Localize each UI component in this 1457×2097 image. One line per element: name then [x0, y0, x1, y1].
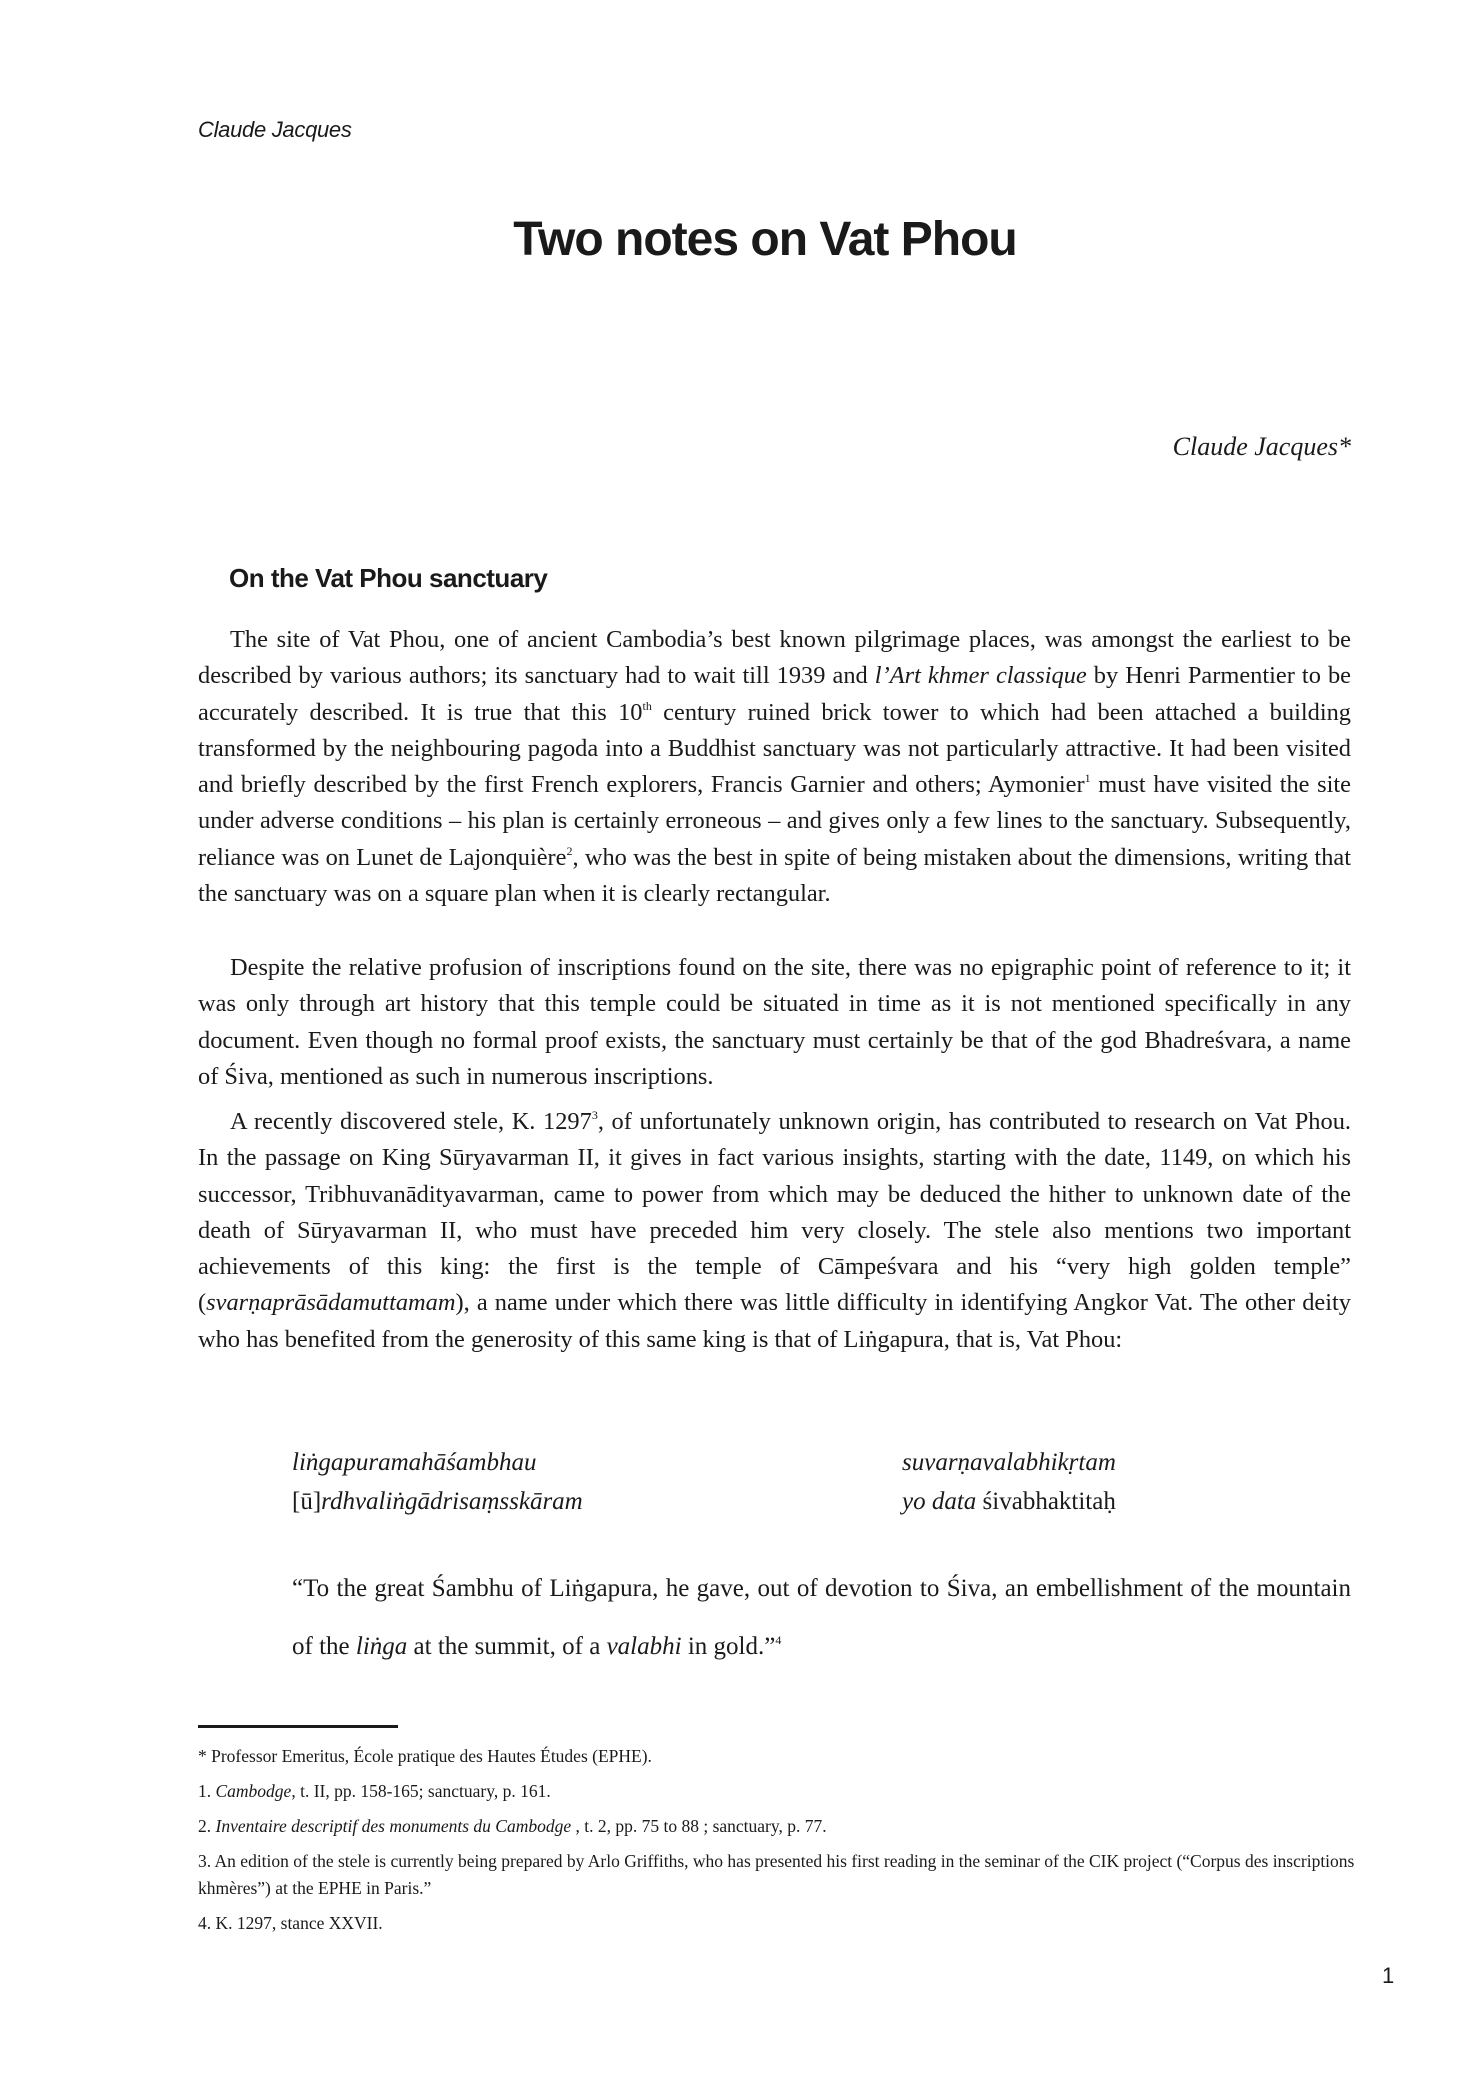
text-run: by Henri Parmentier to be accurately described. It is true that this 10	[198, 662, 1351, 726]
verse-line-roman: śivabhaktitaḥ	[976, 1488, 1116, 1515]
footnote-4: 4. K. 1297, stance XXVII.	[198, 1913, 383, 1933]
verse-line: yo data	[902, 1488, 977, 1515]
verse-line: suvarṇavalabhikṛtam	[902, 1449, 1116, 1476]
text-run: , who was the best in spite of being mistaken about the dimensions, writing that the sanctuary was on a square plan when it is clearly rectangular.	[198, 843, 1352, 908]
paragraph-3	[198, 1104, 1351, 1364]
text-run: at the summit, of a	[407, 1633, 607, 1660]
verse-line: liṅgapuramahāśambhau	[292, 1449, 537, 1476]
footnote-2	[198, 1813, 1358, 1840]
footnote-number: 2.	[198, 1816, 216, 1836]
running-head: Claude Jacques	[198, 117, 352, 142]
verse-left-column	[292, 1443, 583, 1521]
paragraph-text: Despite the relative profusion of inscriptions found on the site, there was no epigraphic point of reference to it; it was only through art history that this temple could be situated in time as it is not mentioned specifically in any document. Even though no formal proof exists, the sanctuary must certainly be that of the god Bhadreśvara, a name of Śiva, mentioned as such in numerous inscriptions.	[198, 954, 1351, 1090]
sanskrit-term: svarṇaprāsādamuttamam	[206, 1289, 456, 1317]
author-byline: Claude Jacques*	[1172, 432, 1351, 461]
sanskrit-term: liṅga	[355, 1633, 408, 1660]
footnote-star: * Professor Emeritus, École pratique des Hautes Études (EPHE).	[198, 1746, 652, 1766]
text-run: A recently discovered stele, K. 1297	[230, 1108, 592, 1135]
book-title: l’Art khmer classique	[874, 662, 1087, 690]
text-run: century ruined brick tower to which had been attached a building transformed by the neighbouring pagoda into a Buddhist sanctuary was not particularly attractive. It had been visited and briefly described by the first French explorers, Francis Garnier and others; Aymonier	[198, 698, 1351, 799]
text-run: ), a name under which there was little difficulty in identifying Angkor Vat. The other deity who has benefited from the generosity of this same king is that of Liṅgapura, that is, Vat Phou:	[198, 1289, 1351, 1353]
footnote-ref-2[interactable]: 2	[566, 843, 573, 858]
sanskrit-term: valabhi	[606, 1633, 682, 1660]
cited-title: Inventaire descriptif des monuments du Cambodge	[215, 1816, 572, 1836]
page-number: 1	[1382, 1963, 1395, 1988]
text-run: in gold.”	[681, 1633, 776, 1660]
text-run: , of unfortunately unknown origin, has contributed to research on Vat Phou. In the passage on King Sūryavarman II, it gives in fact various insights, starting with the date, 1149, on which his successor, Tribhuvanādityavarman, came to power from which may be deduced the hither to unknown date of the death of Sūryavarman II, who must have preceded him very closely. The stele also mentions two important achievements of this king: the first is the temple of Cāmpeśvara and his “very high golden temple” (	[198, 1108, 1351, 1317]
section-heading: On the Vat Phou sanctuary	[229, 563, 548, 593]
footnote-1	[198, 1778, 1358, 1805]
article-title: Two notes on Vat Phou	[513, 213, 1017, 266]
footnote-ref-4[interactable]: 4	[775, 1633, 782, 1647]
footnote-3: 3. An edition of the stele is currently being prepared by Arlo Griffiths, who has presented his first reading in the seminar of the CIK project (“Corpus des inscriptions khmères”) at the EPHE in Paris.”	[198, 1851, 1355, 1898]
paragraph-2	[198, 950, 1351, 1101]
footnotes	[198, 1743, 1358, 1945]
footnote-text: , t. II, pp. 158-165; sanctuary, p. 161.	[291, 1781, 551, 1801]
cited-title: Cambodge	[215, 1781, 292, 1801]
verse-line-prefix: [ū]	[292, 1488, 322, 1515]
paragraph-1	[198, 622, 1351, 918]
footnote-ref-1[interactable]: 1	[1084, 771, 1091, 786]
text-run: “To the great Śambhu of Liṅgapura, he gave, out of devotion to Śiva, an embellishment of the mountain of the	[292, 1575, 1351, 1660]
translation-quote	[292, 1560, 1351, 1676]
footnote-number: 1.	[198, 1781, 216, 1801]
text-run: The site of Vat Phou, one of ancient Cambodia’s best known pilgrimage places, was amongst the earliest to be described by various authors; its sanctuary had to wait till 1939 and	[198, 626, 1351, 690]
footnote-text: , t. 2, pp. 75 to 88 ; sanctuary, p. 77.	[571, 1816, 827, 1836]
verse-right-column	[902, 1443, 1116, 1521]
ordinal-suffix: th	[642, 698, 652, 713]
footnote-divider	[198, 1725, 398, 1728]
text-run: must have visited the site under adverse conditions – his plan is certainly erroneous – and gives only a few lines to the sanctuary. Subsequently, reliance was on Lunet de Lajonquière	[198, 771, 1352, 871]
footnote-ref-3[interactable]: 3	[591, 1108, 598, 1122]
verse-line: rdhvaliṅgādrisaṃsskāram	[321, 1488, 583, 1515]
